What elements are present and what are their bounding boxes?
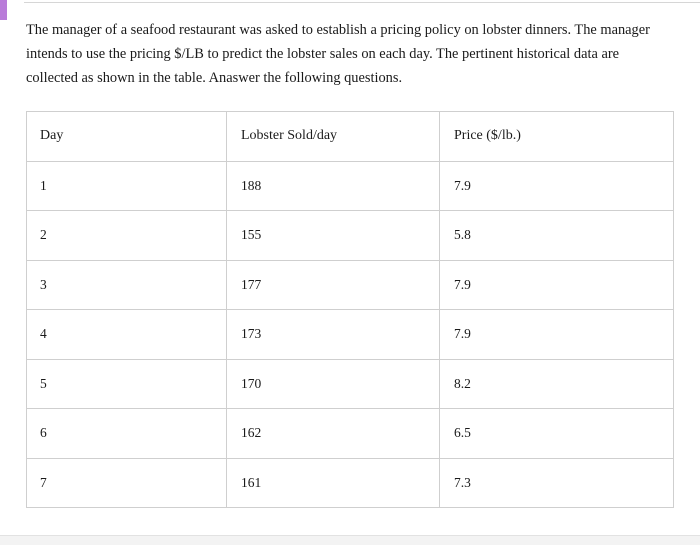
table-header-row: [27, 112, 674, 162]
cell-day: 6: [27, 409, 227, 459]
cell-price: 7.3: [440, 458, 674, 508]
cell-lobster-sold: 173: [227, 310, 440, 360]
accent-bar: [0, 0, 7, 20]
table-row: [27, 458, 674, 508]
header-day: Day: [27, 112, 227, 162]
table-row: [27, 211, 674, 261]
cell-day: 3: [27, 260, 227, 310]
table-row: [27, 161, 674, 211]
cell-lobster-sold: 177: [227, 260, 440, 310]
header-lobster-sold: Lobster Sold/day: [227, 112, 440, 162]
header-price: Price ($/lb.): [440, 112, 674, 162]
table-row: [27, 310, 674, 360]
table-row: [27, 359, 674, 409]
cell-lobster-sold: 188: [227, 161, 440, 211]
cell-day: 4: [27, 310, 227, 360]
cell-day: 1: [27, 161, 227, 211]
cell-day: 7: [27, 458, 227, 508]
table-row: [27, 260, 674, 310]
cell-lobster-sold: 162: [227, 409, 440, 459]
cell-price: 6.5: [440, 409, 674, 459]
cell-day: 5: [27, 359, 227, 409]
cell-lobster-sold: 170: [227, 359, 440, 409]
cell-price: 7.9: [440, 260, 674, 310]
cell-price: 7.9: [440, 310, 674, 360]
top-divider: [24, 2, 700, 3]
cell-price: 5.8: [440, 211, 674, 261]
cell-lobster-sold: 161: [227, 458, 440, 508]
cell-day: 2: [27, 211, 227, 261]
table-row: [27, 409, 674, 459]
question-text: The manager of a seafood restaurant was asked to establish a pricing policy on lobster dinners. The manager intends to use the pricing $/LB to predict the lobster sales on each day. The pertinent historical data are collected as shown in the table. Anaswer the following questions.: [26, 22, 650, 86]
cell-price: 8.2: [440, 359, 674, 409]
cell-price: 7.9: [440, 161, 674, 211]
cell-lobster-sold: 155: [227, 211, 440, 261]
data-table: [26, 111, 674, 508]
